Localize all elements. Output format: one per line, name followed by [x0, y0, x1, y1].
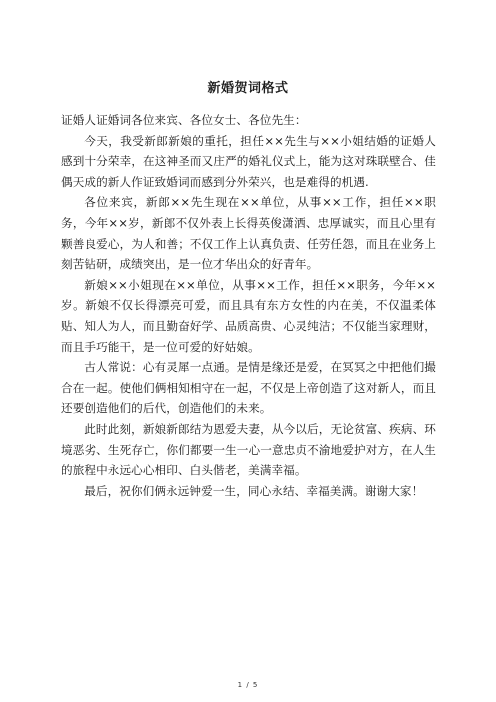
body-paragraph: 古人常说：心有灵犀一点通。是情是缘还是爱，在冥冥之中把他们撮合在一起。使他们俩相知相守在一起，不仅是上帝创造了这对新人，而且还要创造他们的后代，创造他们的未来。: [61, 360, 436, 416]
body-paragraph: 新娘××小姐现在××单位，从事××工作，担任××职务，今年××岁。新娘不仅长得漂亮可爱，而且具有东方女性的内在美，不仅温柔体贴、知人为人，而且勤奋好学、品质高贵、心灵纯洁；不仅能当家理财，而且手巧能干，是一位可爱的好姑娘。: [61, 277, 436, 354]
body-paragraph: 各位来宾，新郎××先生现在××单位，从事××工作，担任××职务，今年××岁，新郎不仅外表上长得英俊潇洒、忠厚诚实，而且心里有颗善良爱心，为人和善；不仅工作上认真负责、任劳任怨，而且在业务上刻苦钻研，成绩突出，是一位才华出众的好青年。: [61, 195, 436, 272]
salutation-paragraph: 证婚人证婚词各位来宾、各位女士、各位先生：: [61, 113, 307, 127]
page-number: 1 / 5: [237, 681, 259, 689]
document-title: 新婚贺词格式: [207, 81, 289, 96]
body-paragraph: 此时此刻，新娘新郎结为恩爱夫妻，从今以后，无论贫富、疾病、环境恶劣、生死存亡，你们都要一生一心一意忠贞不渝地爱护对方，在人生的旅程中永远心心相印、白头偕老，美满幸福。: [61, 421, 436, 478]
document-body: [61, 110, 436, 501]
body-paragraph: 最后，祝你们俩永远钟爱一生，同心永结、幸福美满。谢谢大家！: [84, 483, 424, 498]
body-paragraph: 今天，我受新郎新娘的重托，担任××先生与××小姐结婚的证婚人感到十分荣幸，在这神圣而又庄严的婚礼仪式上，能为这对珠联壁合、佳偶天成的新人作证致婚词而感到分外荣兴，也是难得的机遇.: [61, 133, 436, 189]
